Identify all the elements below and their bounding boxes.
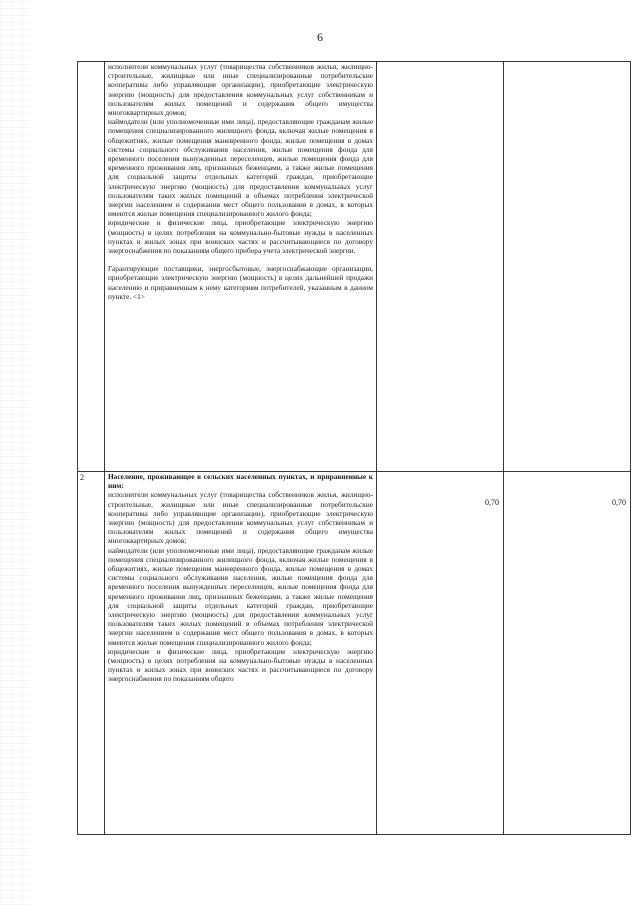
paragraph: наймодатели (или уполномоченные ими лица), предоставляющие гражданам жилые помещения специализированного жилищного фонда, включая жилые помещения в общежитиях, жилые помещения маневренного фонда, жилые помещения в домах системы социального обслуживания населения, жилые помещения фонда для временного поселения вынужденных переселенцев, жилые помещения фонда для временного проживания лиц, признанных беженцами, а также жилые помещения для социальной защиты отдельных категорий граждан, приобретающие электрическую энергию (мощность) для предоставления коммунальных услуг пользователям таких жилых помещений в объемах потребления электрической энергии населением и содержания мест общего пользования в домах, в которых имеются жилые помещения специализированного жилого фонда; bbox=[108, 117, 373, 219]
table-row bbox=[78, 472, 631, 835]
tariff-value-cell bbox=[504, 472, 631, 835]
row-number-cell: 2 bbox=[78, 472, 105, 835]
tariff-value: 0,70 bbox=[612, 498, 626, 507]
paragraph: исполнители коммунальных услуг (товарищества собственников жилья, жилищно-строительные, жилищные или иные специализированные потребительские кооперативы либо управляющие организации), приобретающие электрическую энергию (мощность) для предоставления коммунальных услуг собственникам и пользователям жилых помещений и содержания общего имущества многоквартирных домов; bbox=[108, 490, 373, 546]
tariff-value-cell bbox=[504, 62, 631, 472]
tariff-value: 0,70 bbox=[485, 498, 499, 507]
table-row bbox=[78, 62, 631, 472]
row-heading: Население, проживающее в сельских населенных пунктах, и приравненные к ним: bbox=[108, 472, 373, 491]
consumer-description-cell bbox=[105, 62, 377, 472]
tariff-value-cell bbox=[377, 62, 504, 472]
scan-edge-noise bbox=[0, 0, 30, 905]
row-number-cell bbox=[78, 62, 105, 472]
paragraph: наймодатели (или уполномоченные ими лица), предоставляющие гражданам жилые помещения специализированного жилищного фонда, включая жилые помещения в общежитиях, жилые помещения маневренного фонда, жилые помещения в домах системы социального обслуживания населения, жилые помещения фонда для временного поселения вынужденных переселенцев, жилые помещения фонда для временного проживания лиц, признанных беженцами, а также жилые помещения для социальной защиты отдельных категорий граждан, приобретающие электрическую энергию (мощность) для предоставления коммунальных услуг пользователям таких жилых помещений в объемах потребления электрической энергии населением и содержания мест общего пользования в домах, в которых имеются жилые помещения специализированного жилого фонда; bbox=[108, 545, 373, 647]
paragraph: юридические и физические лица, приобретающие электрическую энергию (мощность) в целях потребления на коммунально-бытовые нужды в населенных пунктах и жилых зонах при воинских частях и рассчитывающиеся по договору энергоснабжения по показаниям общего bbox=[108, 646, 373, 684]
tariff-value bbox=[504, 62, 630, 88]
tariff-value-cell bbox=[377, 472, 504, 835]
tariff-value bbox=[377, 62, 503, 88]
tariff-table bbox=[77, 61, 631, 835]
paragraph: исполнители коммунальных услуг (товарищества собственников жилья, жилищно-строительные, жилищные или иные специализированные потребительские кооперативы либо управляющие организации), приобретающие электрическую энергию (мощность) для предоставления коммунальных услуг собственникам и пользователям жилых помещений и содержания общего имущества многоквартирных домов; bbox=[108, 62, 373, 118]
paragraph: Гарантирующие поставщики, энергосбытовые, энергоснабжающие организации, приобретающие электрическую энергию (мощность) в целях дальнейшей продажи населению и приравненным к нему категориям потребителей, указанным в данном пункте. <1> bbox=[108, 264, 373, 301]
consumer-description-cell bbox=[105, 472, 377, 835]
paragraph: юридические и физические лица, приобретающие электрическую энергию (мощность) в целях потребления на коммунально-бытовые нужды в населенных пунктах и жилых зонах при воинских частях и рассчитывающиеся по договору энергоснабжения по показаниям общего прибора учета электрической энергии. bbox=[108, 218, 373, 256]
page-number: 6 bbox=[317, 30, 323, 44]
